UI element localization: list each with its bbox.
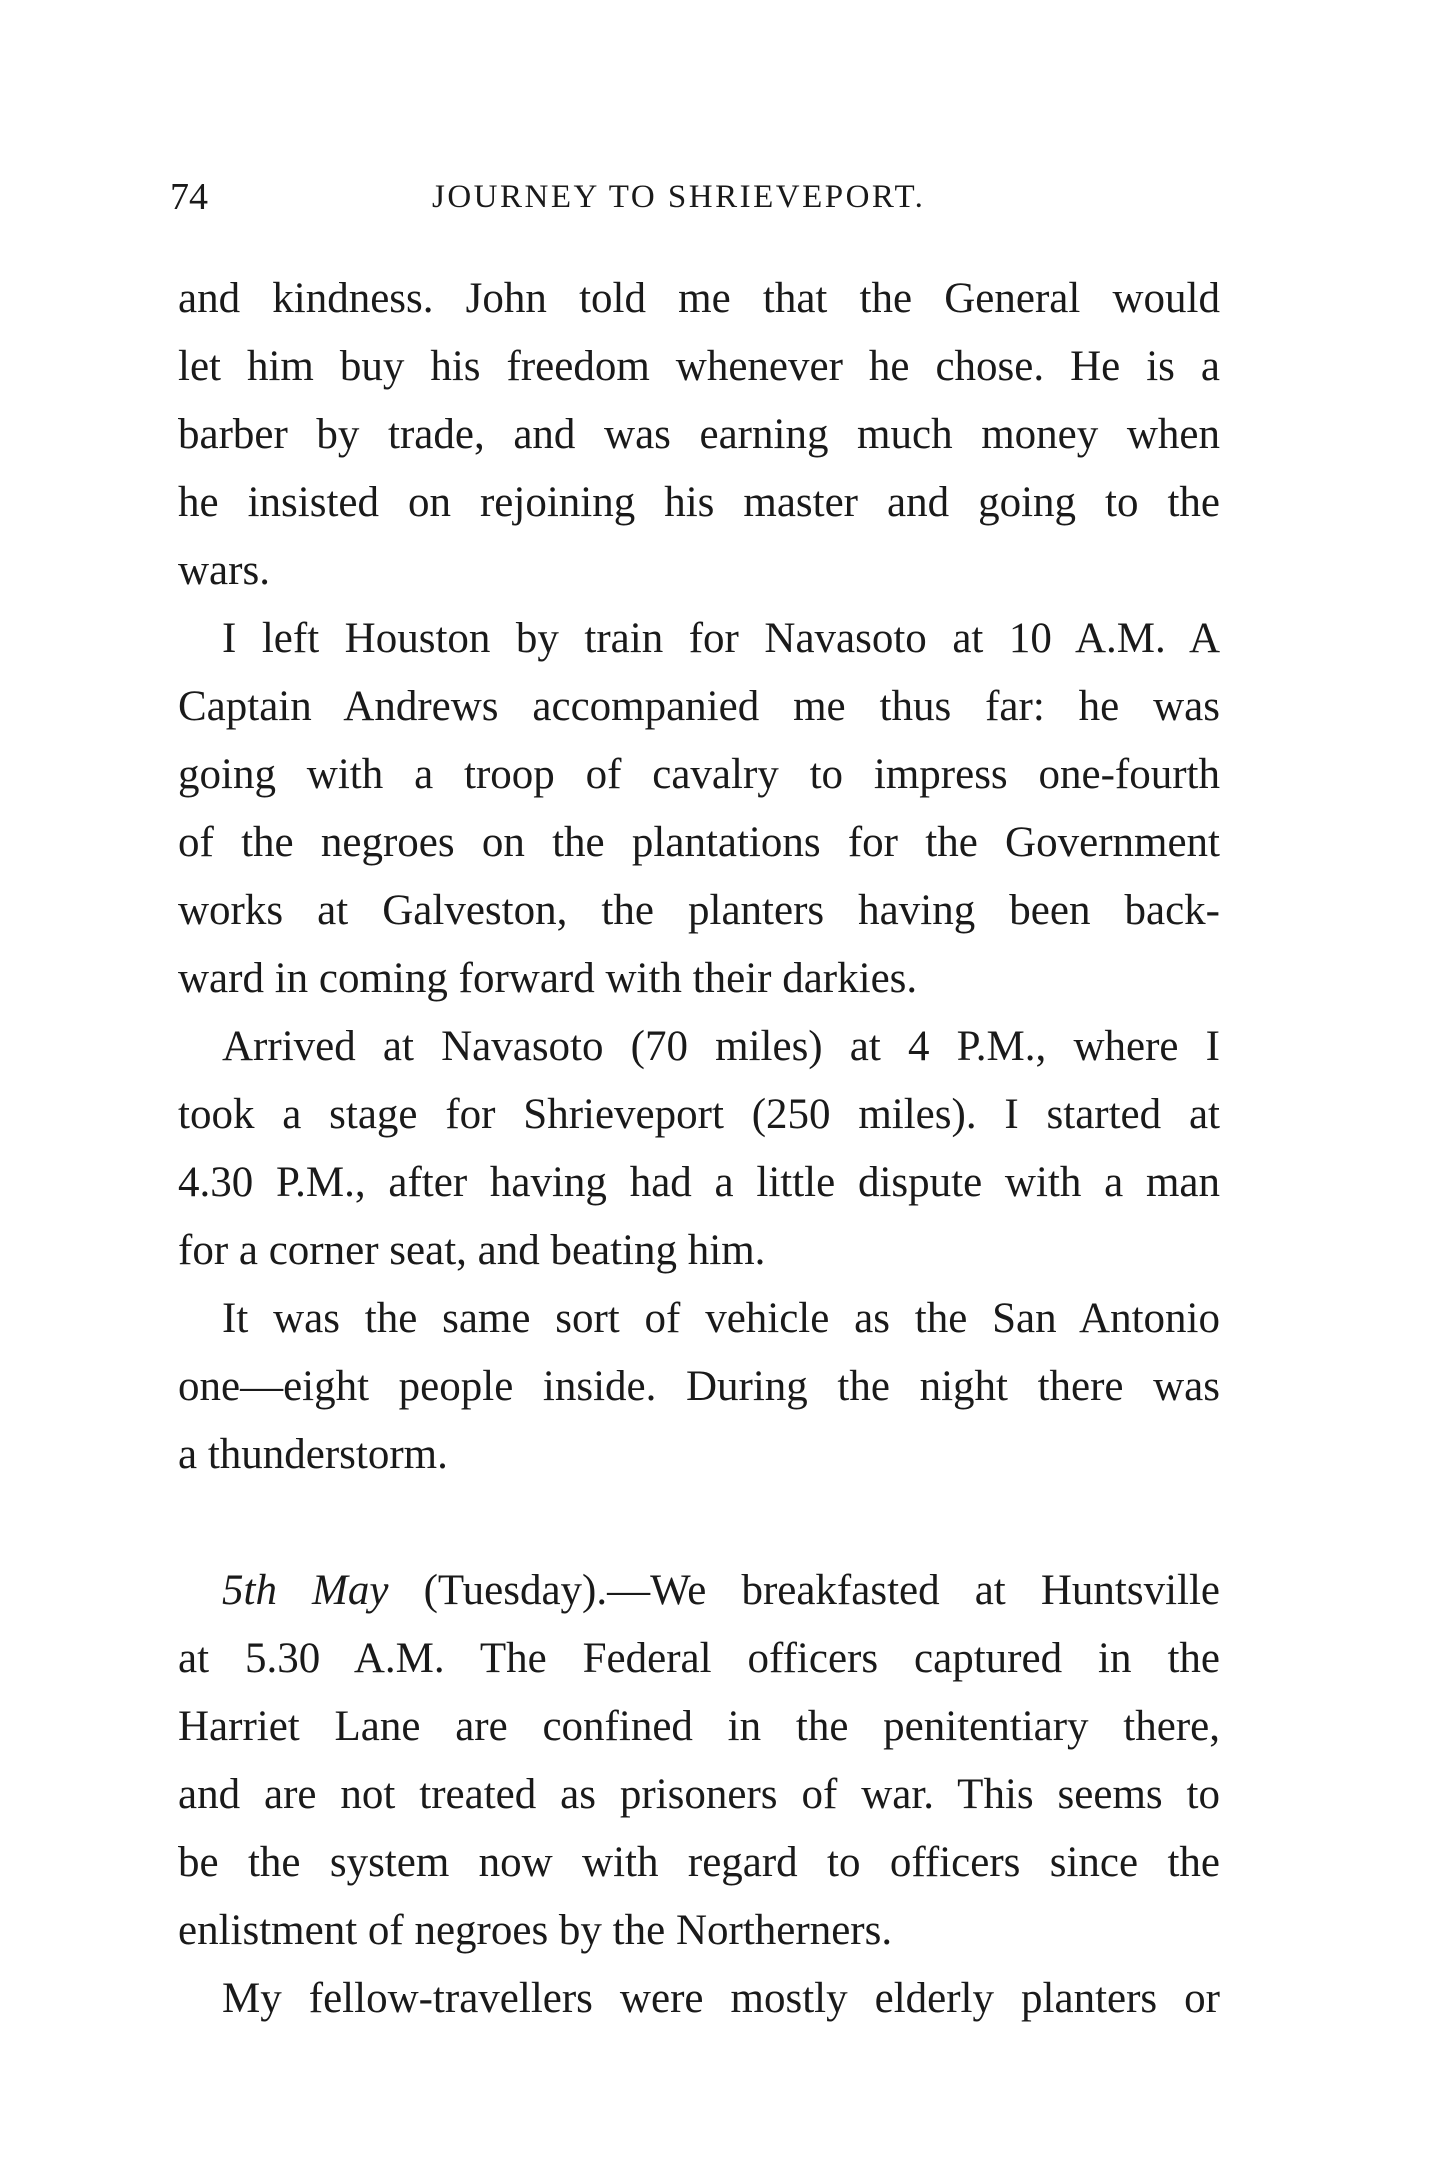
body-text — [178, 265, 1220, 2033]
text-line: let him buy his freedom whenever he chose. He is a — [178, 343, 1220, 390]
text-line: wars. — [178, 547, 270, 594]
text-line: 4.30 P.M., after having had a little dispute with a man — [178, 1159, 1220, 1206]
paragraph — [178, 1013, 1220, 1285]
dated-entry — [178, 1557, 1220, 1965]
entry-text: (Tuesday).—We breakfasted at Huntsville — [423, 1567, 1220, 1614]
text-line: Arrived at Navasoto (70 miles) at 4 P.M., where I — [222, 1023, 1220, 1070]
text-line: he insisted on rejoining his master and going to the — [178, 479, 1220, 526]
section-break — [178, 1489, 1220, 1557]
text-line: and kindness. John told me that the General would — [178, 275, 1220, 322]
text-line: going with a troop of cavalry to impress one-fourth — [178, 751, 1220, 798]
paragraph — [178, 1285, 1220, 1489]
text-line: It was the same sort of vehicle as the San Antonio — [222, 1295, 1220, 1342]
running-head — [170, 172, 1230, 222]
text-line: works at Galveston, the planters having been back- — [178, 887, 1220, 934]
text-line: Harriet Lane are confined in the penitentiary there, — [178, 1703, 1220, 1750]
text-line: I left Houston by train for Navasoto at 10 A.M. A — [222, 615, 1220, 662]
page-number: 74 — [170, 176, 208, 218]
text-line: at 5.30 A.M. The Federal officers captured in the — [178, 1635, 1220, 1682]
text-line: ward in coming forward with their darkies. — [178, 955, 918, 1002]
text-line — [178, 1557, 1220, 1625]
text-line: took a stage for Shrieveport (250 miles). I started at — [178, 1091, 1220, 1138]
text-line: My fellow-travellers were mostly elderly planters or — [222, 1975, 1220, 2022]
running-title: JOURNEY TO SHRIEVEPORT. — [432, 179, 926, 215]
text-line: and are not treated as prisoners of war. This seems to — [178, 1771, 1220, 1818]
paragraph — [178, 265, 1220, 605]
paragraph — [178, 1965, 1220, 2033]
text-line: one—eight people inside. During the night there was — [178, 1363, 1220, 1410]
text-line: barber by trade, and was earning much money when — [178, 411, 1220, 458]
text-line: a thunderstorm. — [178, 1431, 448, 1478]
text-line: for a corner seat, and beating him. — [178, 1227, 766, 1274]
text-line: be the system now with regard to officers since the — [178, 1839, 1220, 1886]
text-line: enlistment of negroes by the Northerners. — [178, 1907, 893, 1954]
text-line: of the negroes on the plantations for the Government — [178, 819, 1220, 866]
entry-date: 5th May — [222, 1567, 389, 1614]
paragraph — [178, 605, 1220, 1013]
text-line: Captain Andrews accompanied me thus far: he was — [178, 683, 1220, 730]
